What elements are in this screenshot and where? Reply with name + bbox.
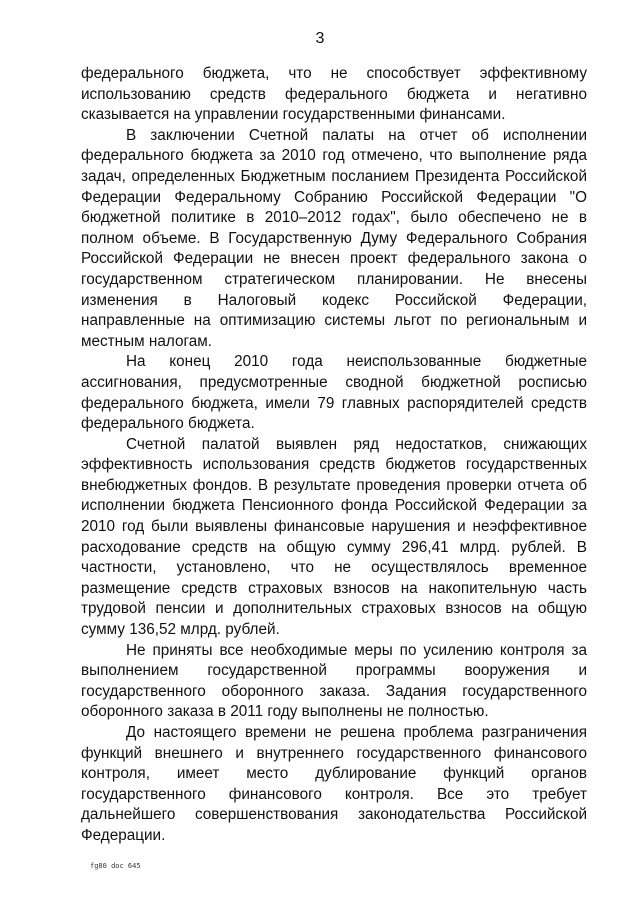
page-number: 3 <box>315 30 325 47</box>
paragraph-unused-allocations: На конец 2010 года неиспользованные бюджетные ассигнования, предусмотренные сводной бюджетной росписью федерального бюджета, имели 79 главных распорядителей средств федерального бюджета. <box>81 353 587 433</box>
paragraph-defense-order: Не приняты все необходимые меры по усилению контроля за выполнением государственной программы вооружения и государственного оборонного заказа. Задания государственного оборонного заказа в 2011 году выполнены не полностью. <box>81 641 587 721</box>
paragraph-continuation: федерального бюджета, что не способствует эффективному использованию средств федерального бюджета и негативно сказывается на управлении государственными финансами. <box>81 65 587 124</box>
footer-doc-code: fg80 doc 645 <box>90 862 141 870</box>
paragraph-financial-control: До настоящего времени не решена проблема разграничения функций внешнего и внутреннего государственного финансового контроля, имеет место дублирование функций органов государственного финансового контроля. Все это требует дальнейшего совершенствования законодательства Российской Федерации. <box>81 724 587 844</box>
paragraph-audit-conclusion: В заключении Счетной палаты на отчет об исполнении федерального бюджета за 2010 год отмечено, что выполнение ряда задач, определенных Бюджетным посланием Президента Российской Федерации Федеральному Собранию Российской Федерации "О бюджетной политике в 2010–2012 годах", было обеспечено не в полном объеме. В Государственную Думу Федерального Собрания Российской Федерации не внесен проект федерального закона о государственном стратегическом планировании. Не внесены изменения в Налоговый кодекс Российской Федерации, направленные на оптимизацию системы льгот по региональным и местным налогам. <box>81 126 587 350</box>
body-text <box>81 64 587 847</box>
paragraph-extrabudgetary-funds: Счетной палатой выявлен ряд недостатков, снижающих эффективность использования средств бюджетов государственных внебюджетных фондов. В результате проведения проверки отчета об исполнении бюджета Пенсионного фонда Российской Федерации за 2010 год были выявлены финансовые нарушения и неэффективное расходование средств на общую сумму 296,41 млрд. рублей. В частности, установлено, что не осуществлялось временное размещение средств страховых взносов на накопительную часть трудовой пенсии и дополнительных страховых взносов на общую сумму 136,52 млрд. рублей. <box>81 435 587 639</box>
